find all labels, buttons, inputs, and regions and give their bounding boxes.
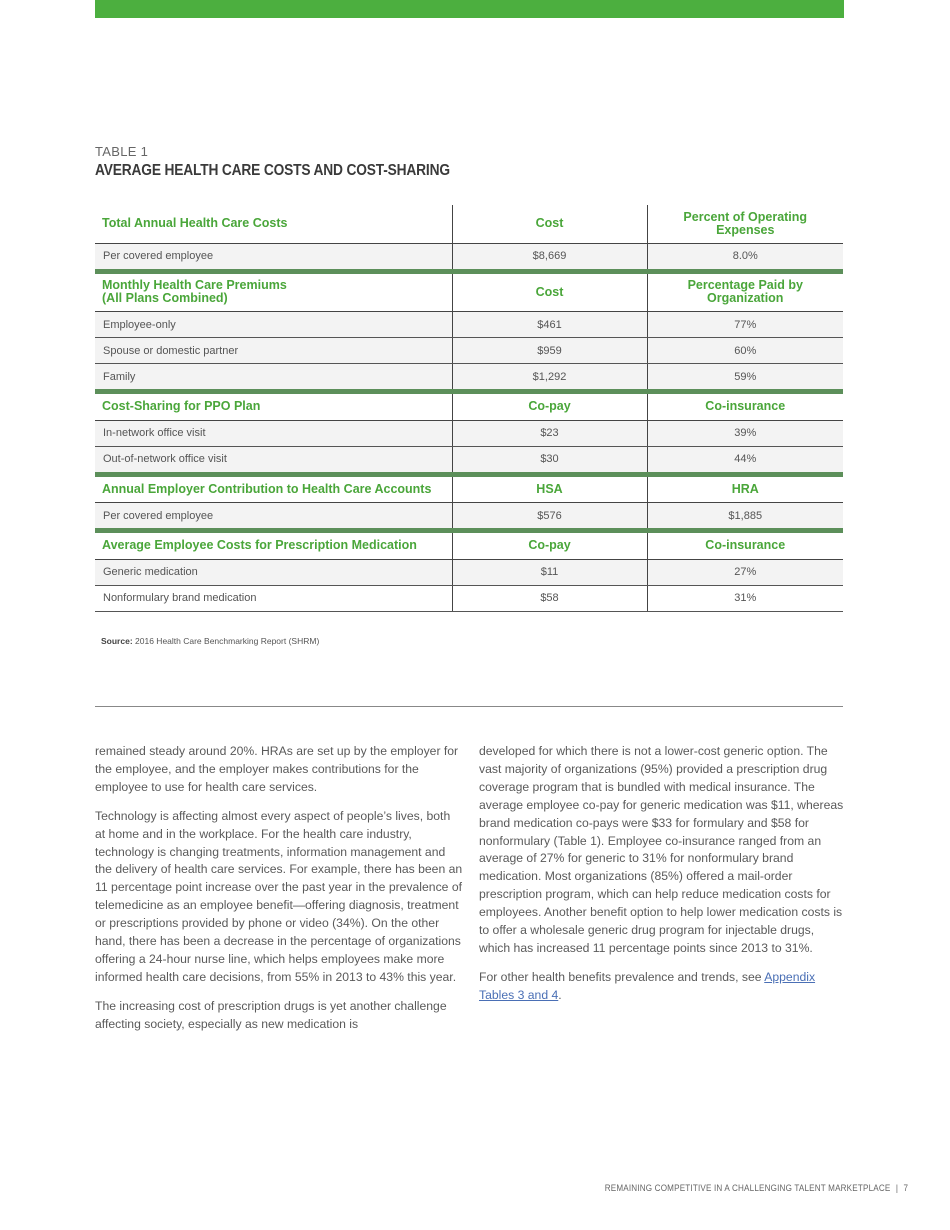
paragraph <box>479 969 847 1005</box>
section-header-row <box>95 394 843 420</box>
cell-value: $959 <box>452 338 647 364</box>
column-header: Co-insurance <box>647 533 843 559</box>
page-number: 7 <box>903 1183 908 1193</box>
column-header: Percent of Operating Expenses <box>647 205 843 243</box>
paragraph: Technology is affecting almost every aspect of people’s lives, both at home and in the workplace. For the health care industry, technology is changing treatments, information management and the delivery of health care services. For example, there has been an 11 percentage point increase over the past year in the prevalence of telemedicine as an employee benefit—offering diagnosis, treatment or prescriptions provided by phone or video (34%). On the other hand, there has been a decrease in the percentage of organizations offering a 24-hour nurse line, which helps employees make more informed health care decisions, from 55% in 2013 to 43% this year. <box>95 808 463 984</box>
cell-value: 8.0% <box>647 243 843 271</box>
column-header: Cost <box>452 274 647 312</box>
cell-value: $576 <box>452 503 647 531</box>
health-care-costs-table <box>95 205 843 612</box>
row-label: Per covered employee <box>95 503 452 531</box>
cell-value: 59% <box>647 364 843 392</box>
cell-value: 39% <box>647 420 843 446</box>
footer-separator: | <box>895 1183 898 1193</box>
cell-value: 27% <box>647 559 843 585</box>
top-accent-bar <box>95 0 844 18</box>
paragraph: remained steady around 20%. HRAs are set up by the employer for the employee, and the employer makes contributions for the employee to use for health care services. <box>95 744 459 794</box>
body-column-left <box>95 743 463 1045</box>
table-row <box>95 312 843 338</box>
cell-value: $11 <box>452 559 647 585</box>
cell-value: 77% <box>647 312 843 338</box>
column-header: Percentage Paid by Organization <box>647 274 843 312</box>
row-label: Per covered employee <box>95 243 452 271</box>
table-row <box>95 243 843 271</box>
section-header-label: Total Annual Health Care Costs <box>95 205 452 243</box>
cell-value: 31% <box>647 585 843 611</box>
cell-value: $58 <box>452 585 647 611</box>
source-label: Source: <box>101 636 133 646</box>
paragraph: developed for which there is not a lower-cost generic option. The vast majority of organizations (95%) provided a prescription drug coverage program that is bundled with medical insurance. The average employee co-pay for generic medication was $11, whereas brand medication co-pays were $33 for formulary and $58 for nonformulary (Table 1). Employee co-insurance ranged from an average of 27% for generic to 31% for nonformulary brand medication. Most organizations (85%) offered a mail-order prescription program, which can help reduce medication costs for employees. Another benefit option to help lower medication costs is to offer a wholesale generic drug program for injectable drugs, which has increased 11 percentage points since 2013 to 31%. <box>479 744 844 955</box>
cell-value: $8,669 <box>452 243 647 271</box>
section-header-row <box>95 274 843 312</box>
table-row <box>95 559 843 585</box>
paragraph-text: For other health benefits prevalence and trends, see <box>479 969 765 984</box>
section-header-row <box>95 205 843 243</box>
horizontal-rule <box>95 706 843 707</box>
section-header-row <box>95 477 843 503</box>
row-label: In-network office visit <box>95 420 452 446</box>
body-column-right <box>479 743 847 1016</box>
cell-value: 44% <box>647 446 843 474</box>
row-label: Generic medication <box>95 559 452 585</box>
table-title: AVERAGE HEALTH CARE COSTS AND COST-SHARING <box>95 162 450 179</box>
column-header: Cost <box>452 205 647 243</box>
table-row <box>95 446 843 474</box>
cell-value: 60% <box>647 338 843 364</box>
table-label: TABLE 1 <box>95 144 149 159</box>
appendix-tables-link[interactable]: Appendix Tables 3 and 4 <box>479 969 816 1002</box>
column-header: Co-pay <box>452 394 647 420</box>
table-row <box>95 364 843 392</box>
row-label: Out-of-network office visit <box>95 446 452 474</box>
table-row <box>95 338 843 364</box>
row-label: Spouse or domestic partner <box>95 338 452 364</box>
page-footer <box>604 1183 908 1193</box>
table-row <box>95 420 843 446</box>
cell-value: $23 <box>452 420 647 446</box>
section-header-row <box>95 533 843 559</box>
column-header: HRA <box>647 477 843 503</box>
table-row <box>95 503 843 531</box>
cell-value: $1,292 <box>452 364 647 392</box>
section-header-label: Cost-Sharing for PPO Plan <box>95 394 452 420</box>
paragraph: The increasing cost of prescription drugs is yet another challenge affecting society, especially as new medication is <box>95 998 447 1031</box>
cell-value: $461 <box>452 312 647 338</box>
source-text: 2016 Health Care Benchmarking Report (SHRM) <box>135 636 320 646</box>
section-header-label: Monthly Health Care Premiums (All Plans Combined) <box>95 274 452 312</box>
column-header: Co-insurance <box>647 394 843 420</box>
column-header: HSA <box>452 477 647 503</box>
row-label: Family <box>95 364 452 392</box>
cell-value: $30 <box>452 446 647 474</box>
section-header-label: Annual Employer Contribution to Health Care Accounts <box>95 477 452 503</box>
cell-value: $1,885 <box>647 503 843 531</box>
table-row <box>95 585 843 611</box>
paragraph-text: . <box>558 987 562 1002</box>
table-source <box>101 636 319 646</box>
footer-title: REMAINING COMPETITIVE IN A CHALLENGING TALENT MARKETPLACE <box>604 1183 891 1193</box>
row-label: Employee-only <box>95 312 452 338</box>
section-header-label: Average Employee Costs for Prescription Medication <box>95 533 452 559</box>
column-header: Co-pay <box>452 533 647 559</box>
row-label: Nonformulary brand medication <box>95 585 452 611</box>
